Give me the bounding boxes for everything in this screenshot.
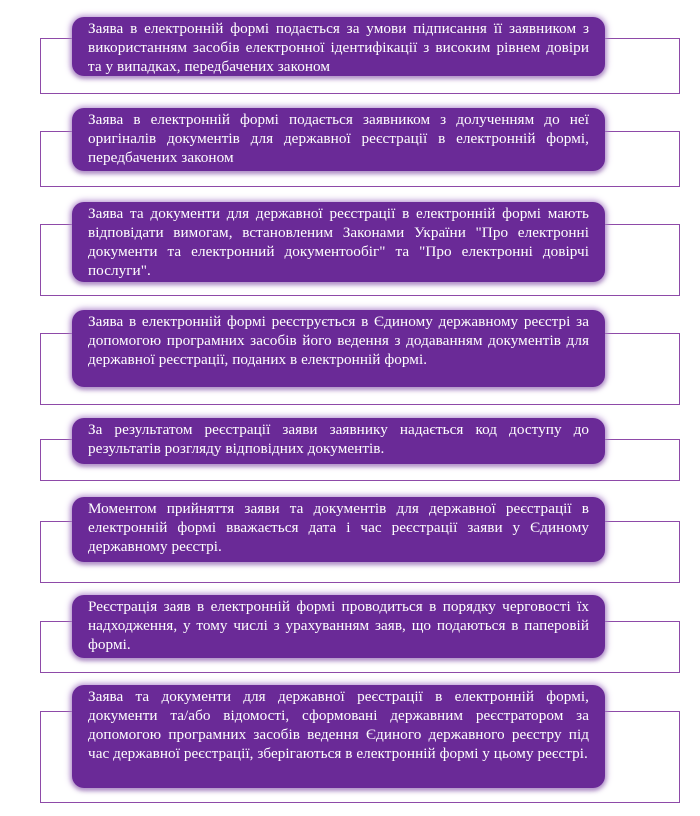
step-card-5: За результатом реєстрації заяви заявнику надається код доступу до результатів розгляду відповідних документів. xyxy=(72,418,605,464)
step-card-7: Реєстрація заяв в електронній формі проводиться в порядку черговості їх надходження, у тому числі з урахуванням заяв, що подаються в паперовій формі. xyxy=(72,595,605,658)
step-card-4: Заява в електронній формі реєструється в Єдиному державному реєстрі за допомогою програмних засобів його ведення з додаванням документів для державної реєстрації, поданих в електронній формі. xyxy=(72,310,605,387)
step-card-3: Заява та документи для державної реєстрації в електронній формі мають відповідати вимогам, встановленим Законами України "Про електронні документи та електронний документообіг" та "Про електронні довірчі послуги". xyxy=(72,202,605,282)
step-card-2: Заява в електронній формі подається заявником з долученням до неї оригіналів документів для державної реєстрації в електронній формі, передбачених законом xyxy=(72,108,605,171)
step-card-1: Заява в електронній формі подається за умови підписання її заявником з використанням засобів електронної ідентифікації з високим рівнем довіри та у випадках, передбачених законом xyxy=(72,17,605,76)
step-card-6: Моментом прийняття заяви та документів для державної реєстрації в електронній формі вважається дата і час реєстрації заяви у Єдиному державному реєстрі. xyxy=(72,497,605,562)
step-card-8: Заява та документи для державної реєстрації в електронній формі, документи та/або відомості, сформовані державним реєстратором за допомогою програмних засобів ведення Єдиного державного реєстру під час державної реєстрації, зберігаються в електронній формі у цьому реєстрі. xyxy=(72,685,605,788)
